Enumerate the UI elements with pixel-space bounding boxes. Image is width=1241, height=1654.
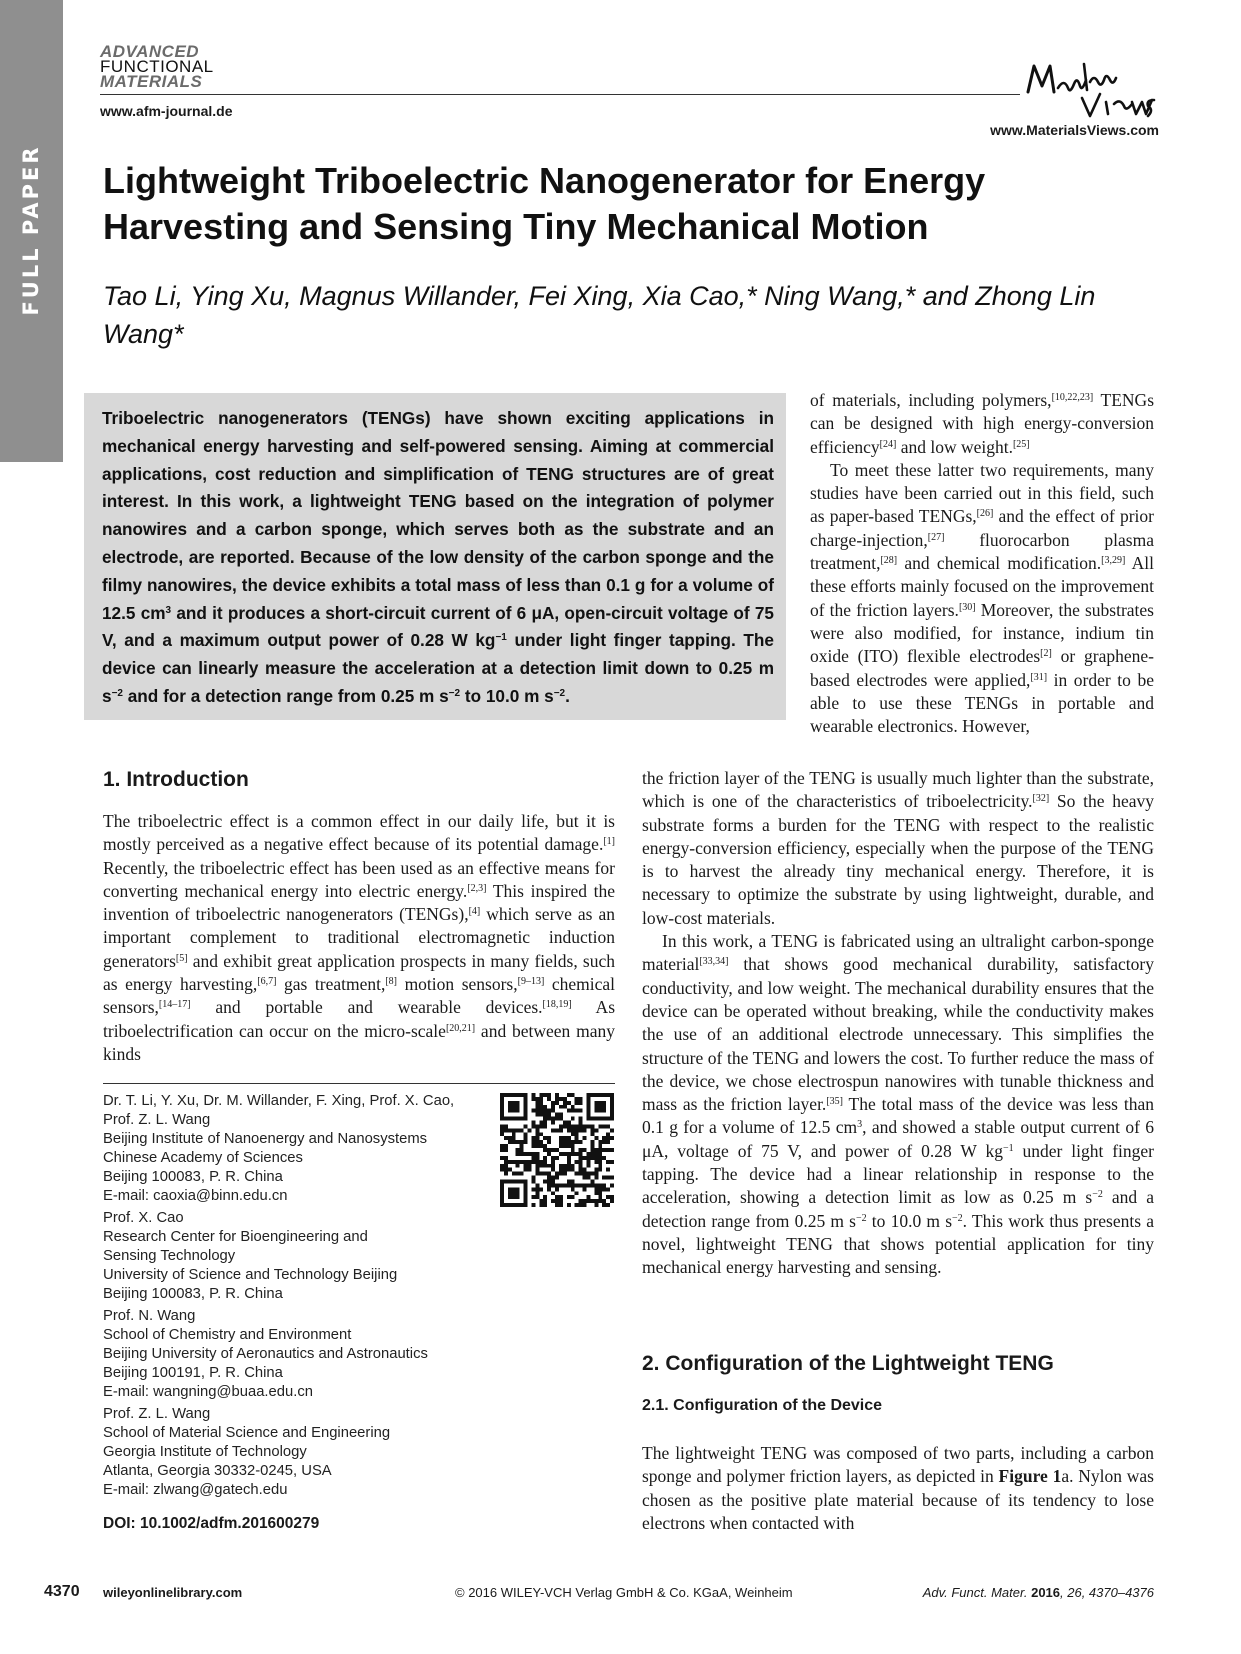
article-title: Lightweight Triboelectric Nanogenerator for Energy Harvesting and Sensing Tiny Mechanical Motion bbox=[103, 160, 986, 247]
affiliation-line: Beijing 100083, P. R. China bbox=[103, 1169, 283, 1185]
article-authors: Tao Li, Ying Xu, Magnus Willander, Fei Xing, Xia Cao,* Ning Wang,* and Zhong Lin Wang* bbox=[103, 281, 1096, 349]
page-number: 4370 bbox=[44, 1583, 80, 1600]
publisher-url[interactable]: www.MaterialsViews.com bbox=[990, 122, 1159, 138]
footer-copyright: © 2016 WILEY-VCH Verlag GmbH & Co. KGaA, Weinheim bbox=[455, 1585, 793, 1600]
affiliations bbox=[103, 1092, 503, 1503]
abstract-box bbox=[84, 393, 786, 720]
affiliation-line: School of Material Science and Engineering bbox=[103, 1425, 391, 1441]
paragraph: the friction layer of the TENG is usually much lighter than the substrate, which is one of the characteristics of triboelectricity.[32] So the heavy substrate forms a burden for the TENG with respect to the realistic energy-conversion efficiency, especially when the purpose of the TENG is to harvest the already tiny mechanical energy. Therefore, it is necessary to optimize the substrate by using lightweight, durable, and low-cost materials. bbox=[642, 768, 1154, 928]
affiliation-line: Beijing University of Aeronautics and Astronautics bbox=[103, 1346, 428, 1362]
journal-logo-line: ADVANCED bbox=[100, 42, 200, 61]
affiliation-line: School of Chemistry and Environment bbox=[103, 1327, 352, 1343]
affiliation-line: Sensing Technology bbox=[103, 1248, 236, 1264]
journal-logo bbox=[100, 44, 260, 89]
subsection-heading-device: 2.1. Configuration of the Device bbox=[642, 1397, 883, 1414]
affiliation-line: Beijing 100191, P. R. China bbox=[103, 1365, 283, 1381]
affiliation-line: Prof. Z. L. Wang bbox=[103, 1406, 211, 1422]
header-rule bbox=[100, 94, 1020, 95]
affiliation-line: Beijing 100083, P. R. China bbox=[103, 1286, 283, 1302]
section-heading-configuration: 2. Configuration of the Lightweight TENG bbox=[642, 1352, 1054, 1375]
affiliation-line: Atlanta, Georgia 30332-0245, USA bbox=[103, 1463, 332, 1479]
journal-url[interactable]: www.afm-journal.de bbox=[100, 103, 233, 119]
intro-column bbox=[103, 810, 615, 1066]
abstract-text: Triboelectric nanogenerators (TENGs) have shown exciting applications in mechanical energy harvesting and self-powered sensing. Aiming at commercial applications, cost reduction and simplification of TENG structures are of great interest. In this work, a lightweight TENG based on the integration of polymer nanowires and a carbon sponge, which serves both as the substrate and an electrode, are reported. Because of the low density of the carbon sponge and the filmy nanowires, the device exhibits a total mass of less than 0.1 g for a volume of 12.5 $cm^3$ and it produces a short-circuit current of 6 μA, open-circuit voltage of 75 V, and a maximum output power of 0.28 W $kg^{-1}$ under light finger tapping. The device can linearly measure the acceleration at a detection limit down to 0.25 m $s^{-2}$ and for a detection range from 0.25 m $s^{-2}$ to 10.0 m $s^{-2}$. bbox=[102, 408, 774, 706]
affiliation-line: Prof. N. Wang bbox=[103, 1308, 196, 1324]
affiliation-line[interactable]: E-mail: zlwang@gatech.edu bbox=[103, 1482, 288, 1498]
affiliation-line: Chinese Academy of Sciences bbox=[103, 1150, 303, 1166]
side-tab bbox=[0, 0, 63, 462]
paragraph: The triboelectric effect is a common effect in our daily life, but it is mostly perceived as a negative effect because of its potential damage.[1] Recently, the triboelectric effect has been used as an effective means for converting mechanical energy into electric energy.[2,3] This inspired the invention of triboelectric nanogenerators (TENGs),[4] which serve as an important complement to traditional electromagnetic induction generators[5] and exhibit great application prospects in many fields, such as energy harvesting,[6,7] gas treatment,[8] motion sensors,[9–13] chemical sensors,[14–17] and portable and wearable devices.[18,19] As triboelectrification can occur on the micro-scale[20,21] and between many kinds bbox=[103, 811, 616, 1064]
affiliation-line: Prof. Z. L. Wang bbox=[103, 1112, 211, 1128]
footer-journal: Adv. Funct. Mater. bbox=[922, 1585, 1028, 1600]
paragraph: The lightweight TENG was composed of two parts, including a carbon sponge and polymer friction layers, as depicted in Figure 1a. Nylon was chosen as the positive plate material because of its tendency to lose electrons when contacted with bbox=[642, 1443, 1154, 1533]
affiliation-line[interactable]: E-mail: wangning@buaa.edu.cn bbox=[103, 1384, 313, 1400]
footer-citation bbox=[923, 1585, 1154, 1600]
affiliation-line: Dr. T. Li, Y. Xu, Dr. M. Willander, F. Xing, Prof. X. Cao, bbox=[103, 1093, 455, 1109]
affiliation-line: Georgia Institute of Technology bbox=[103, 1444, 307, 1460]
footer-year: 2016 bbox=[1031, 1585, 1061, 1600]
qr-code-icon[interactable] bbox=[500, 1093, 614, 1207]
section-2-1-column bbox=[642, 1442, 1154, 1535]
journal-logo-line: MATERIALS bbox=[100, 72, 203, 91]
affiliation-block bbox=[103, 1307, 503, 1402]
affiliation-block bbox=[103, 1092, 503, 1206]
paragraph: To meet these latter two requirements, many studies have been carried out in this field, such as paper-based TENGs,[26] and the effect of prior charge-injection,[27] fluorocarbon plasma treatment,[28] and chemical modification.[3,29] All these efforts mainly focused on the improvement of the friction layers.[30] Moreover, the substrates were also modified, for instance, indium tin oxide (ITO) flexible electrodes[2] or graphene-based electrodes were applied,[31] in order to be able to use these TENGs in portable and wearable electronics. However, bbox=[810, 459, 1154, 737]
side-tab-label: FULL PAPER bbox=[19, 144, 43, 316]
affiliation-rule bbox=[103, 1083, 615, 1084]
paragraph: In this work, a TENG is fabricated using an ultralight carbon-sponge material[33,34] that shows good mechanical durability, satisfactory conductivity, and low weight. The mechanical durability ensures that the device can be operated without breaking, while the conductivity makes the use of an additional electrode unnecessary. This simplifies the structure of the TENG and lowers the cost. To further reduce the mass of the device, we chose electrospun nanowires with tunable thickness and mass as the friction layer.[35] The total mass of the device was less than 0.1 g for a volume of 12.5 $cm^3$, and showed a stable output current of 6 μA, voltage of 75 V, and power of 0.28 W $kg^{-1}$ under light finger tapping. The device had a linear relationship in response to the acceleration, showing a detection limit as low as 0.25 m $s^{-2}$ and a detection range from 0.25 m $s^{-2}$ to 10.0 m $s^{-2}$. This work thus presents a novel, lightweight TENG that shows potential application for tiny mechanical energy harvesting and sensing. bbox=[642, 931, 1154, 1278]
affiliation-block bbox=[103, 1405, 503, 1500]
paragraph: of materials, including polymers,[10,22,23] TENGs can be designed with high energy-conversion efficiency[24] and low weight.[25] bbox=[810, 390, 1155, 457]
doi[interactable]: DOI: 10.1002/adfm.201600279 bbox=[103, 1515, 320, 1532]
affiliation-line: Beijing Institute of Nanoenergy and Nanosystems bbox=[103, 1131, 428, 1147]
footer-citation-rest: , 26, 4370–4376 bbox=[1060, 1585, 1154, 1600]
affiliation-line: Prof. X. Cao bbox=[103, 1210, 184, 1226]
right-column-top bbox=[810, 389, 1154, 738]
journal-logo-line: FUNCTIONAL bbox=[100, 57, 214, 76]
footer-site[interactable]: wileyonlinelibrary.com bbox=[103, 1585, 243, 1600]
affiliation-line[interactable]: E-mail: caoxia@binn.edu.cn bbox=[103, 1188, 288, 1204]
affiliation-line: Research Center for Bioengineering and bbox=[103, 1229, 368, 1245]
right-column-main bbox=[642, 767, 1154, 1280]
section-heading-introduction: 1. Introduction bbox=[103, 768, 249, 791]
affiliation-block bbox=[103, 1209, 503, 1304]
affiliation-line: University of Science and Technology Beijing bbox=[103, 1267, 398, 1283]
materials-views-logo bbox=[1024, 52, 1164, 120]
